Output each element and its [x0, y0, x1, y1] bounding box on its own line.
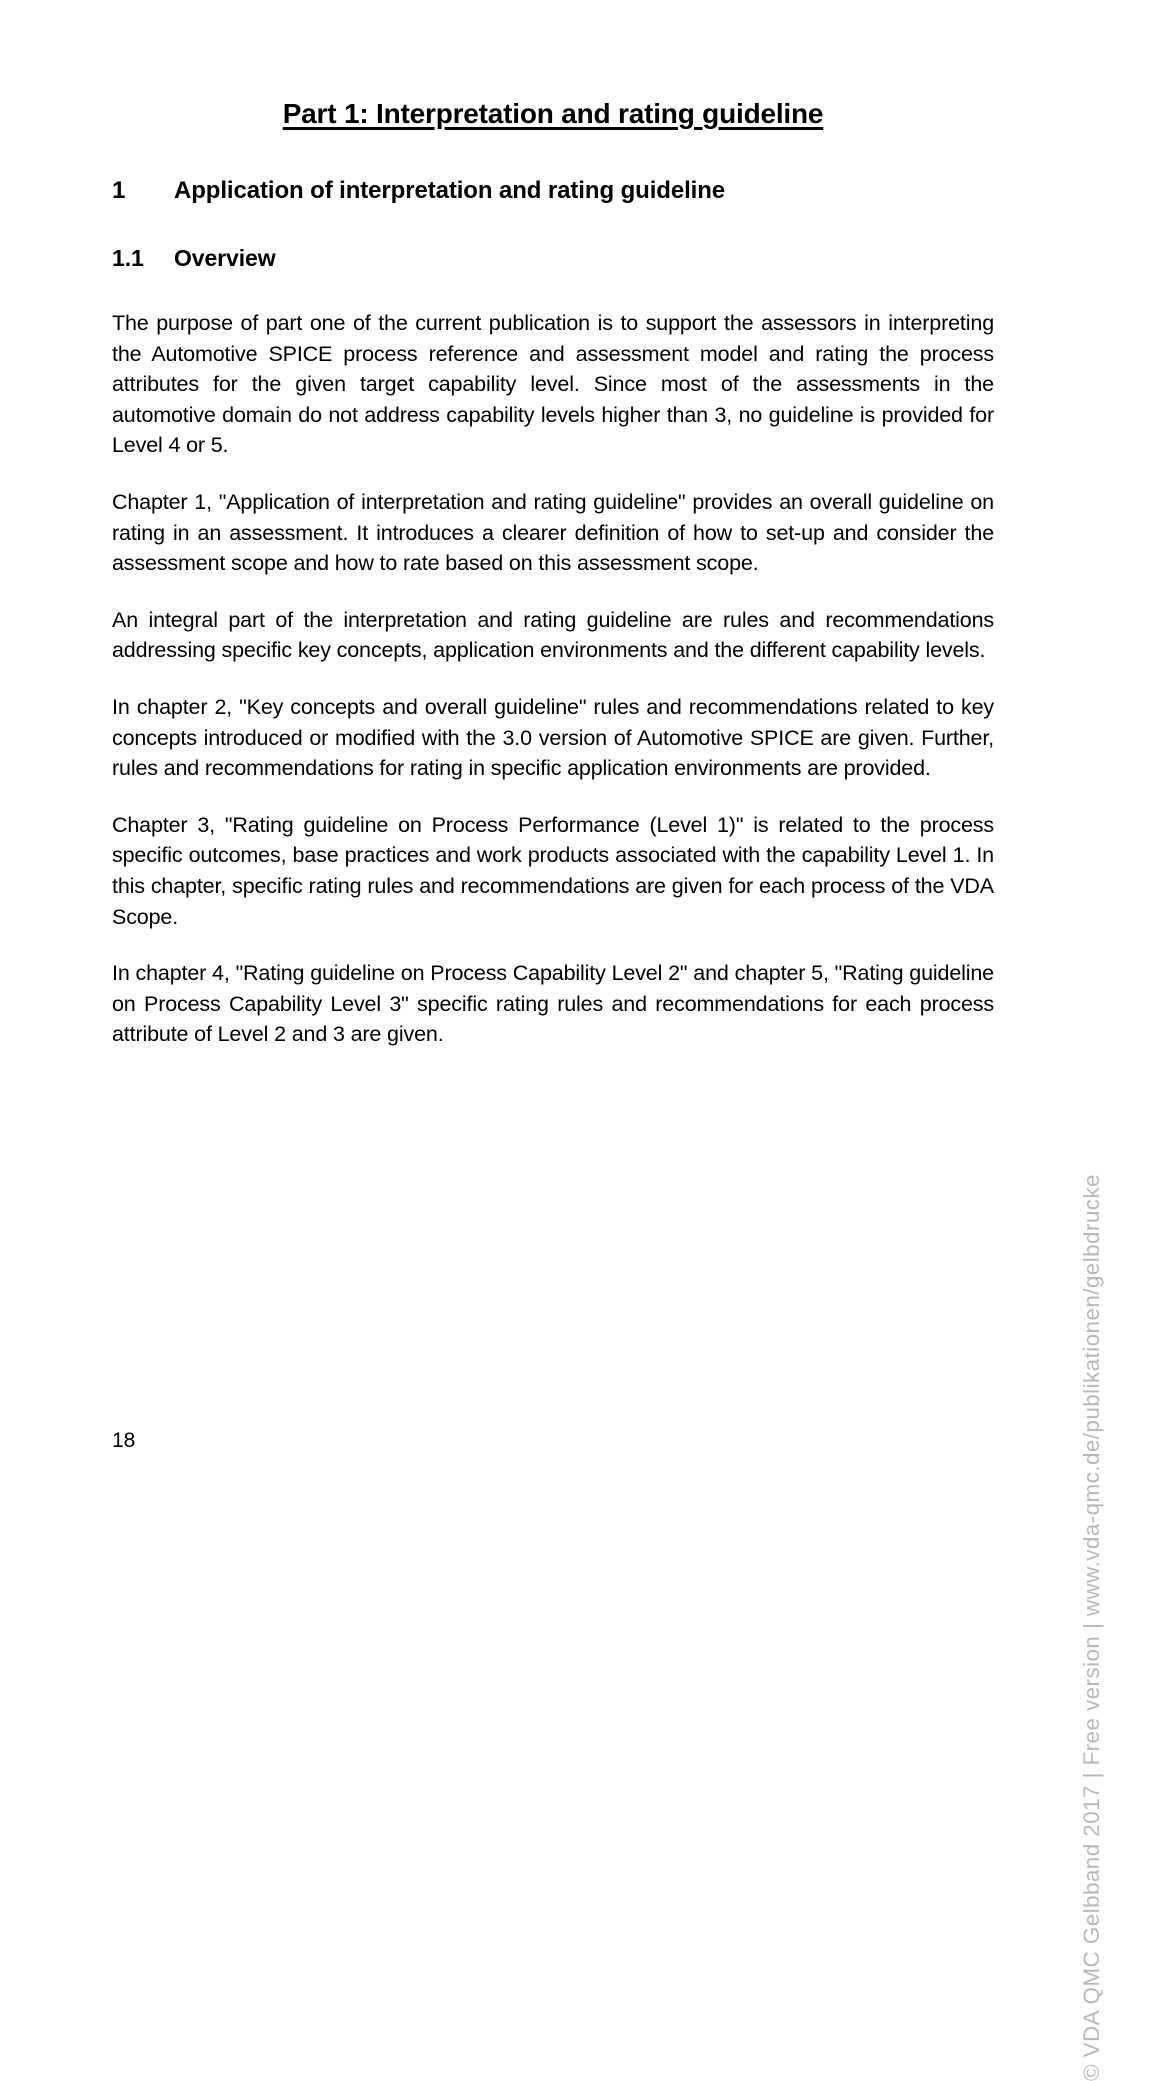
- body-paragraph: Chapter 1, "Application of interpretation and rating guideline" provides an overall guideline on rating in an assessment. It introduces a clearer definition of how to set-up and consider the assessment scope and how to rate based on this assessment scope.: [112, 490, 994, 576]
- page-content: [112, 96, 994, 1050]
- section-heading-1: [112, 175, 994, 206]
- body-paragraph: In chapter 2, "Key concepts and overall guideline" rules and recommendations related to key concepts introduced or modified with the 3.0 version of Automotive SPICE are given. Further, rules and recommendations for rating in specific application environments are provided.: [112, 695, 994, 781]
- page-title-text: Part 1: Interpretation and rating guideline: [282, 98, 824, 129]
- body-paragraph: An integral part of the interpretation and rating guideline are rules and recommendations addressing specific key concepts, application environments and the different capability levels.: [112, 607, 994, 663]
- body-paragraph: The purpose of part one of the current publication is to support the assessors in interpreting the Automotive SPICE process reference and assessment model and rating the process attributes for the given target capability level. Since most of the assessments in the automotive domain do not address capability levels higher than 3, no guideline is provided for Level 4 or 5.: [112, 311, 994, 458]
- subsection-number: 1.1: [112, 245, 144, 272]
- side-watermark-text: © VDA QMC Gelbband 2017 | Free version | www.vda-qmc.de/publikationen/gelbdrucke: [1079, 1174, 1104, 2081]
- body-paragraph: In chapter 4, "Rating guideline on Process Capability Level 2" and chapter 5, "Rating guideline on Process Capability Level 3" specific rating rules and recommendations for each process attribute of Level 2 and 3 are given.: [112, 961, 994, 1047]
- page-number: 18: [112, 1429, 136, 1452]
- subsection-heading-1-1: [112, 244, 994, 274]
- body-paragraph: Chapter 3, "Rating guideline on Process Performance (Level 1)" is related to the process specific outcomes, base practices and work products associated with the capability Level 1. In this chapter, specific rating rules and recommendations are given for each process of the VDA Scope.: [112, 812, 994, 929]
- subsection-heading-text: Overview: [174, 245, 276, 272]
- side-watermark: [1079, 0, 1152, 2081]
- page-title: [112, 96, 994, 131]
- section-number: 1: [112, 177, 126, 204]
- section-heading-text: Application of interpretation and rating guideline: [174, 177, 726, 204]
